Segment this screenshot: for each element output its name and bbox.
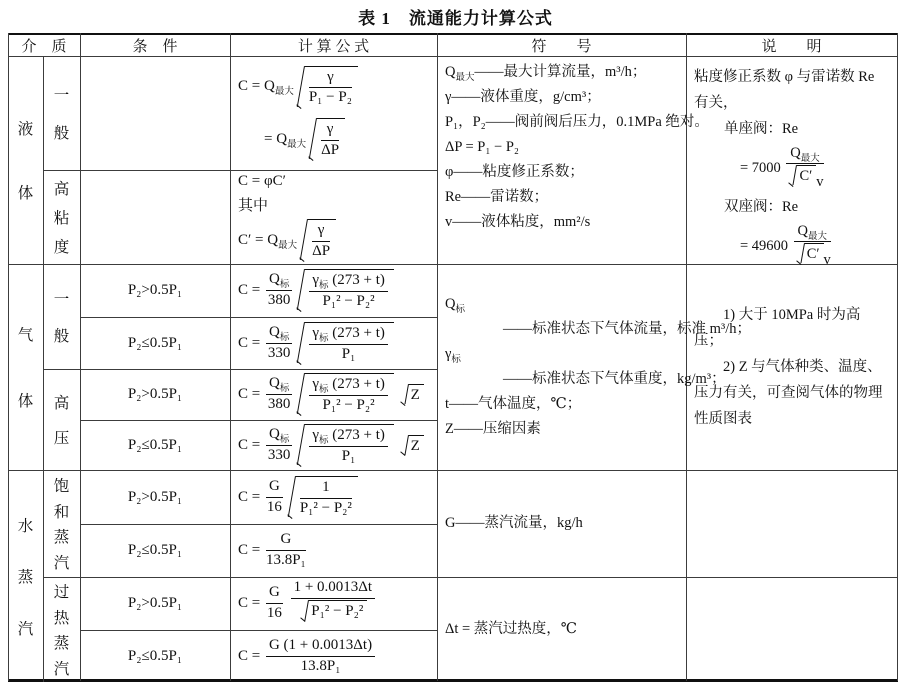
formula-line: C = $Q_{最大}$ $\frac{\gamma}{\text{P₁ − P₂}}$ — [238, 66, 437, 108]
condition-gas-hp-gt: P₂>0.5P₁ — [127, 386, 183, 402]
symbol-definition: $Q_标——$标准状态下气体流量，标准 m³/h； — [445, 296, 752, 337]
condition-steam-sat-gt: P₂>0.5P₁ — [127, 488, 183, 505]
note-formula: = 7000 $Q_{最大}$ C′ v — [740, 145, 824, 191]
note-paragraph: 2) Z 与气体种类、温度、压力有关，可查阅气体的物理性质图表 — [694, 359, 883, 427]
formula-steam-sat-gt — [230, 470, 437, 524]
formula-line: C = φC′ — [238, 172, 286, 189]
note-gas — [686, 264, 897, 470]
condition-gas-general-le: P₂≤0.5P₁ — [127, 334, 183, 351]
formula-gas-general-gt — [230, 264, 437, 317]
header-condition: 条 件 — [132, 38, 178, 55]
note-line: 有关， — [694, 95, 738, 111]
symbols-steam-saturated — [437, 470, 686, 577]
note-line: 粘度修正系数 φ 与雷诺数 Re — [694, 69, 875, 85]
formula-steam-super-le — [230, 630, 437, 682]
formula-line: C = $\frac{Q_标}{380}$ $\frac{\gamma_标 (273 + t)}{\text{P₁² − P₂²}}$ — [238, 269, 437, 311]
formula-line: C = $\frac{G}{\text{13.8P₁}}$ — [238, 531, 306, 568]
condition-steam-super-gt: P₂>0.5P₁ — [127, 595, 183, 611]
subcat-liquid-viscous: 高 粘 度 — [53, 181, 70, 256]
formula-steam-super-gt — [230, 577, 437, 630]
formula-line: = $Q_{最大}$ $\frac{\gamma}{\Delta P}$ — [264, 118, 437, 160]
condition-steam-super-le: P₂≤0.5P₁ — [127, 647, 183, 664]
note-line: 单座阀：Re — [724, 121, 799, 137]
formula-line: C = $\frac{G (1 + 0.0013\Delta t)}{\text{13.8P₁}}$ — [238, 637, 437, 675]
symbol-definition: γ——液体重度，g/cm³； — [445, 89, 601, 105]
subcat-gas-highpressure: 高 压 — [53, 394, 70, 448]
formula-line: C = $\frac{Q_标}{330}$ $\frac{\gamma_标 (273 + t)}{\text{P₁}}$ — [238, 322, 437, 364]
symbols-liquid — [437, 56, 709, 264]
formula-steam-sat-le — [230, 524, 437, 577]
symbol-definition: P₁，P₂——阀前阀后压力，0.1MPa 绝对。 — [445, 114, 709, 130]
formula-gas-hp-gt — [230, 369, 437, 420]
condition-steam-sat-le: P₂≤0.5P₁ — [127, 542, 183, 558]
subcat-steam-superheated: 过 热 蒸 汽 — [53, 584, 70, 678]
note-line: 双座阀：Re — [724, 199, 799, 216]
header-symbol: 符 号 — [531, 38, 592, 55]
medium-gas: 气 体 — [17, 327, 34, 410]
symbol-definition: ΔP = P₁ − P₂ — [445, 139, 519, 155]
note-liquid — [686, 56, 897, 269]
symbol-definition: Z——压缩因素 — [445, 421, 541, 437]
symbol-definition: φ——粘度修正系数； — [445, 164, 584, 180]
condition-gas-general-gt: P₂>0.5P₁ — [127, 282, 183, 298]
symbol-definition: v——液体粘度，mm²/s — [445, 214, 591, 230]
condition-gas-hp-le: P₂≤0.5P₁ — [127, 436, 183, 453]
medium-liquid: 液 体 — [17, 120, 34, 203]
subcat-liquid-general: 一 般 — [53, 86, 70, 143]
formula-line: C = $\frac{G}{16}$ $\frac{1 + 0.0013\Delta t}{\text{P₁² − P₂²}}$ — [238, 579, 437, 627]
note-formula: = 49600 $Q_{最大}$ C′ v — [740, 223, 831, 269]
formula-line: C = $\frac{Q_标}{330}$ $\frac{\gamma_标 (273 + t)}{\text{P₁}}$ Z — [238, 424, 437, 466]
header-formula: 计 算 公 式 — [297, 38, 370, 55]
note-paragraph: 1) 大于 10MPa 时为高压； — [694, 307, 861, 349]
symbol-definition: G——蒸汽流量，kg/h — [445, 515, 583, 531]
formula-liquid-general — [230, 56, 437, 170]
symbol-definition: Δt = 蒸汽过热度，℃ — [445, 621, 578, 637]
symbol-definition: t——气体温度，℃； — [445, 396, 582, 412]
subcat-steam-saturated: 饱 和 蒸 汽 — [53, 477, 70, 573]
formula-line: C = $\frac{G}{16}$ $\frac{1}{\text{P₁² − P₂²}}$ — [238, 476, 437, 518]
symbol-definition: Re——雷诺数； — [445, 189, 549, 205]
symbol-definition: $\gamma_标——$标准状态下气体重度，kg/m³； — [445, 346, 726, 387]
formula-line: 其中 — [238, 198, 269, 215]
header-note: 说 明 — [761, 38, 822, 55]
formula-gas-hp-le — [230, 420, 437, 470]
formula-gas-general-le — [230, 317, 437, 369]
table-title: 表 1 流通能力计算公式 — [358, 9, 553, 28]
symbol-definition: $Q_{最大}——$最大计算流量，m³/h； — [445, 64, 647, 83]
grid-line — [897, 33, 898, 681]
formula-line: C′ = $Q_{最大}$ $\frac{\gamma}{\Delta P}$ — [238, 219, 437, 261]
header-medium: 介 质 — [21, 38, 67, 55]
symbols-steam-superheated — [437, 577, 686, 682]
symbols-gas — [437, 264, 752, 470]
medium-steam: 水 蒸 汽 — [17, 517, 34, 638]
subcat-gas-general: 一 般 — [53, 291, 70, 345]
formula-line: C = $\frac{Q_标}{380}$ $\frac{\gamma_标 (273 + t)}{\text{P₁² − P₂²}}$ Z — [238, 373, 437, 415]
formula-liquid-viscous — [230, 170, 437, 264]
